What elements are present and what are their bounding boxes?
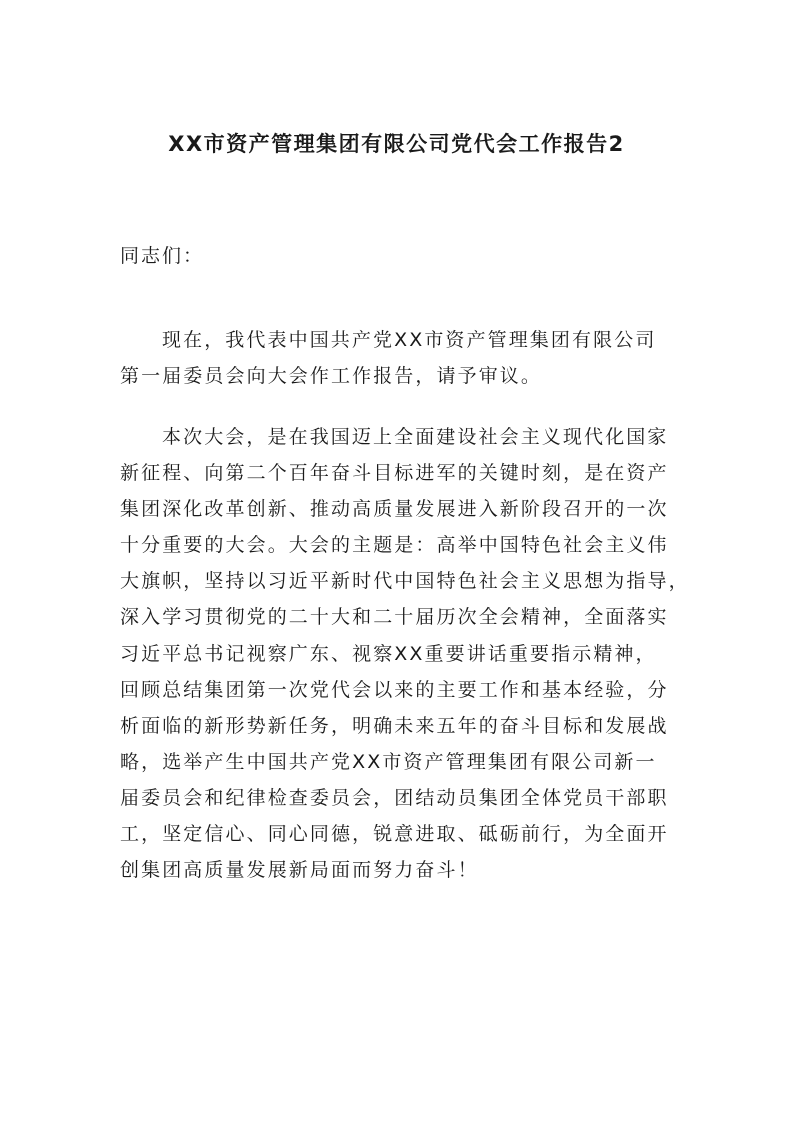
salutation: 同志们： — [120, 245, 205, 267]
paragraph-line: 集团深化改革创新、推动高质量发展进入新阶段召开的一次 — [120, 498, 669, 521]
paragraph-1 — [120, 322, 680, 394]
paragraph-line: 本次大会，是在我国迈上全面建设社会主义现代化国家 — [162, 426, 669, 448]
paragraph-line: 第一届委员会向大会作工作报告，请予审议。 — [120, 365, 543, 388]
paragraph-2 — [120, 419, 690, 888]
paragraph-line: 回顾总结集团第一次党代会以来的主要工作和基本经验，分 — [120, 678, 669, 701]
paragraph-line: 析面临的新形势新任务，明确未来五年的奋斗目标和发展战 — [120, 714, 669, 737]
paragraph-line: 创集团高质量发展新局面而努力奋斗！ — [120, 859, 479, 882]
paragraph-line: 现在，我代表中国共产党XX市资产管理集团有限公司 — [162, 329, 657, 351]
paragraph-line: 略，选举产生中国共产党XX市资产管理集团有限公司新一 — [120, 750, 657, 773]
paragraph-line: 习近平总书记视察广东、视察XX重要讲话重要指示精神， — [120, 642, 657, 665]
paragraph-line: 新征程、向第二个百年奋斗目标进军的关键时刻，是在资产 — [120, 462, 669, 485]
paragraph-line: 深入学习贯彻党的二十大和二十届历次全会精神，全面落实 — [120, 606, 669, 629]
paragraph-line: 十分重要的大会。大会的主题是：高举中国特色社会主义伟 — [120, 534, 669, 557]
paragraph-line: 工，坚定信心、同心同德，锐意进取、砥砺前行，为全面开 — [120, 823, 669, 846]
paragraph-line: 届委员会和纪律检查委员会，团结动员集团全体党员干部职 — [120, 786, 669, 809]
paragraph-line: 大旗帜，坚持以习近平新时代中国特色社会主义思想为指导， — [120, 570, 690, 593]
document-title: XX市资产管理集团有限公司党代会工作报告2 — [168, 132, 625, 156]
